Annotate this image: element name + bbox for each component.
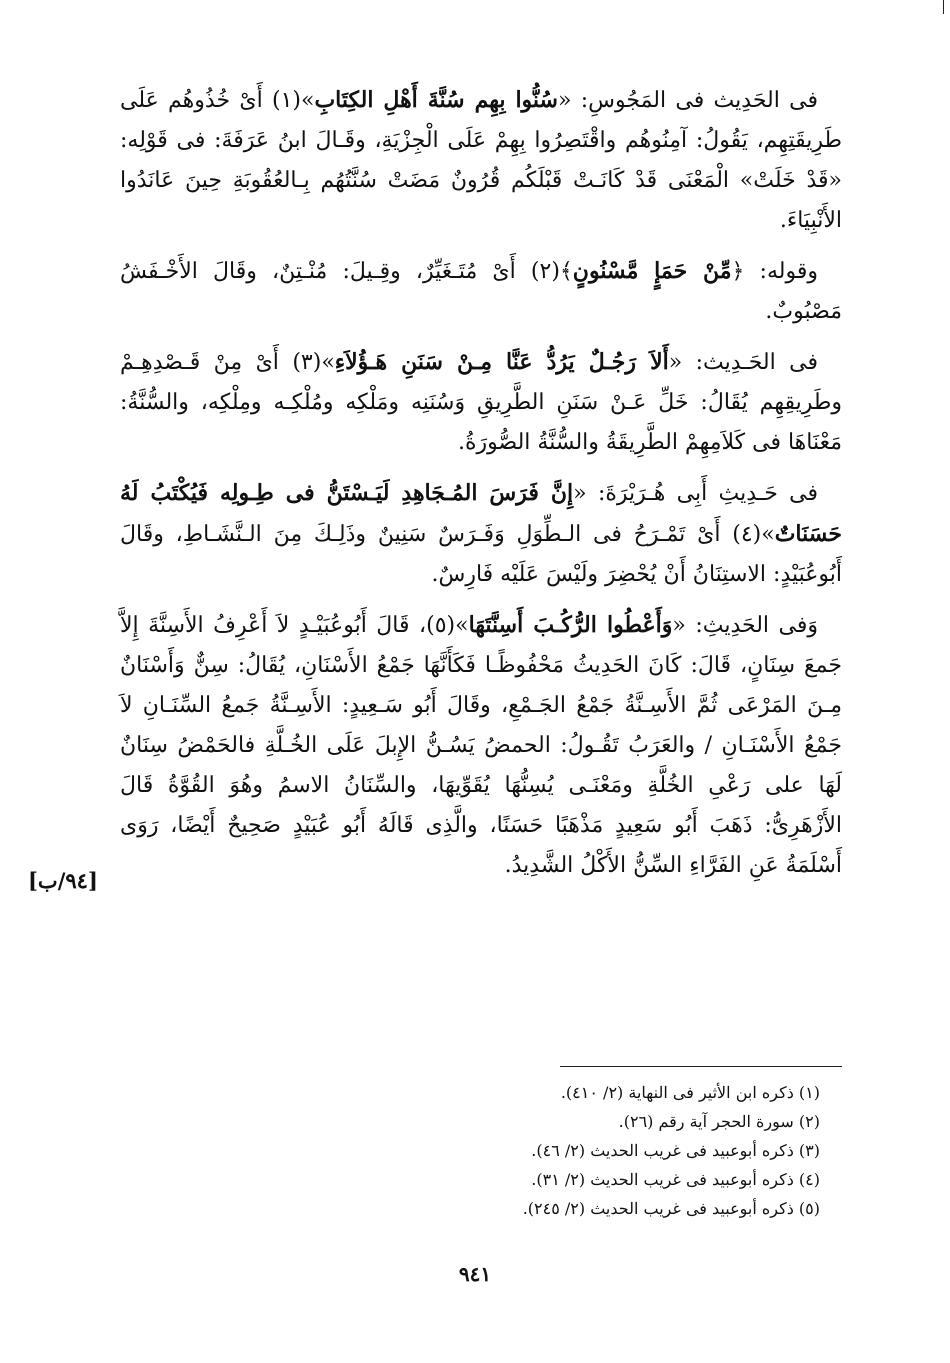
paragraph-5-post: »(٥)، قَالَ أَبُوعُبَيْـدٍ لاَ أَعْرِفُ الأَسِنَّةَ إِلاَّ جَمعَ سِنَانٍ، قَالَ: كَانَ الحَدِيثُ مَحْفُوظًـا فَكَأَنَّهَا جَمْعُ الأَسْنَانِ، يُقَالُ: سِنٌّ وَأَسْنَانٌ مِـنَ المَرْعَى ثُمَّ الأَسِـنَّةُ جَمْعُ الجَـمْعِ، وقَالَ أَبُو سَـعِيدٍ: الأَسِـنَّةُ جَمعُ السِّنَـانِ لاَ جَمْعُ الأَسْنَـانِ / والعَرَبُ تَقُـولُ: الحمضُ يَسُـنُّ الإِبلَ عَلَى الخُـلَّةِ فالحَمْضُ سِنَانٌ لَهَا على رَعْىِ الخُلَّةِ ومَعْنَـى يُسِنُّهَا يُقَوِّيهَا، والسِّنَانُ الاسمُ وهُوَ القُوَّةُ قَالَ الأَزْهَرِىُّ: ذَهَبَ أَبُو سَعِيدٍ مَذْهَبًا حَسَنًا، والَّذِى قَالَهُ أَبُو عُبَيْدٍ صَحِيحٌ أَيْضًا، رَوَى أَسْلَمَةُ عَنِ الفَرَّاءِ السِّنُّ الأَكْلُ الشَّدِيدُ.: [120, 613, 842, 878]
footnote-4: (٤) ذكره أبوعبيد فى غريب الحديث (٢/ ٣١).: [531, 1170, 820, 1189]
paragraph-3: [120, 342, 842, 463]
paragraph-1-quote: سُنُّوا بِهِم سُنَّةَ أَهْلِ الكِتَابِ: [314, 87, 558, 113]
paragraph-2-pre: وقوله: ﴿: [731, 259, 818, 284]
paragraph-4-pre: فى حَـدِيثِ أَبِى هُـرَيْرَةَ: «: [573, 481, 819, 506]
folio-marker: [٩٤/ب]: [28, 868, 98, 893]
paragraph-5: [120, 605, 842, 886]
paragraph-4-post: »(٤) أَىْ تَمْـرَحُ فى الـطِّوَلِ وَفَـرَسٌ سَنِينٌ وذَلِـكَ مِنَ الـنَّشَـاطِ، وقَالَ أَبُوعُبَيْدٍ: الاستِنَانُ أَنْ يُحْضِرَ ولَيْسَ عَلَيْه فَارِسٌ.: [120, 522, 842, 587]
page-number: ٩٤١: [458, 1262, 492, 1286]
paragraph-1-pre: فى الحَدِيث فى المَجُوسِ: «: [558, 88, 818, 113]
margin-mark: [943, 0, 944, 14]
paragraph-2-quote: مِّنْ حَمَإٍ مَّسْنُونٍ: [572, 258, 732, 284]
paragraph-3-post: »(٣) أَىْ مِنْ قَـصْدِهِـمْ وطَرِيقِهِم يُقَالُ: خَلِّ عَـنْ سَنَنِ الطَّرِيقِ وَسُنَنِه ومَلْكِه ومُلْكِـه ومِلْكِه، والسُّنَّةُ: مَعْنَاهَا فى كَلاَمِهِمْ الطَّرِيقَةُ والسُّنَّةُ الصُّورَةُ.: [120, 350, 842, 455]
paragraph-4: [120, 473, 842, 595]
paragraph-3-pre: فى الحَـدِيث: «: [668, 350, 818, 375]
footnote-divider: [560, 1066, 842, 1067]
footnotes: [120, 1078, 820, 1223]
paragraph-2: [120, 251, 842, 332]
paragraph-5-quote: وَأَعْطُوا الرُّكُـبَ أَسِنَّتَهَا: [468, 612, 673, 638]
paragraph-4-quote: إِنَّ فَرَسَ المُـجَاهِدِ لَيَـسْتَنُّ فى طِـولِه فَيُكْتَبُ لَهُ حَسَنَاتٌ: [120, 480, 842, 547]
paragraph-1: [120, 80, 842, 241]
footnote-1: (١) ذكره ابن الأثير فى النهاية (٢/ ٤١٠).: [560, 1083, 820, 1102]
paragraph-2-post: ﴾(٢) أَىْ مُتَـغَيِّرٌ، وقِـيلَ: مُنْـتِنٌ، وقَالَ الأَخْـفَشُ مَصْبُوبٌ.: [120, 259, 842, 324]
main-text: [120, 80, 842, 896]
paragraph-1-post: »(١) أَىْ خُذُوهُم عَلَى طَرِيقَتِهِم، يَقُولُ: آمِنُوهُم واقْتَصِرُوا بِهِمْ عَلَى الْجِزْيَةِ، وقَـالَ ابنُ عَرَفَةَ: فى قَوْلِه: «قَدْ خَلَتْ» الْمَعْنَى قَدْ كَانَـتْ قَبْلَكُم قُرُونٌ مَضَتْ سُنَّتُهُم بِـالعُقُوبَةِ حِينَ عَانَدُوا الأَنْبِيَاءَ.: [120, 88, 842, 233]
paragraph-3-quote: أَلاَ رَجُـلٌ يَرُدُّ عَنَّا مِـنْ سَنَنِ هَـؤُلاَءِ: [334, 349, 669, 375]
footnote-3: (٣) ذكره أبوعبيد فى غريب الحديث (٢/ ٤٦).: [531, 1141, 820, 1160]
footnote-2: (٢) سورة الحجر آية رقم (٢٦).: [618, 1112, 820, 1131]
paragraph-5-pre: وَفى الحَدِيثِ: «: [672, 613, 818, 638]
footnote-5: (٥) ذكره أبوعبيد فى غريب الحديث (٢/ ٢٤٥).: [522, 1199, 820, 1218]
